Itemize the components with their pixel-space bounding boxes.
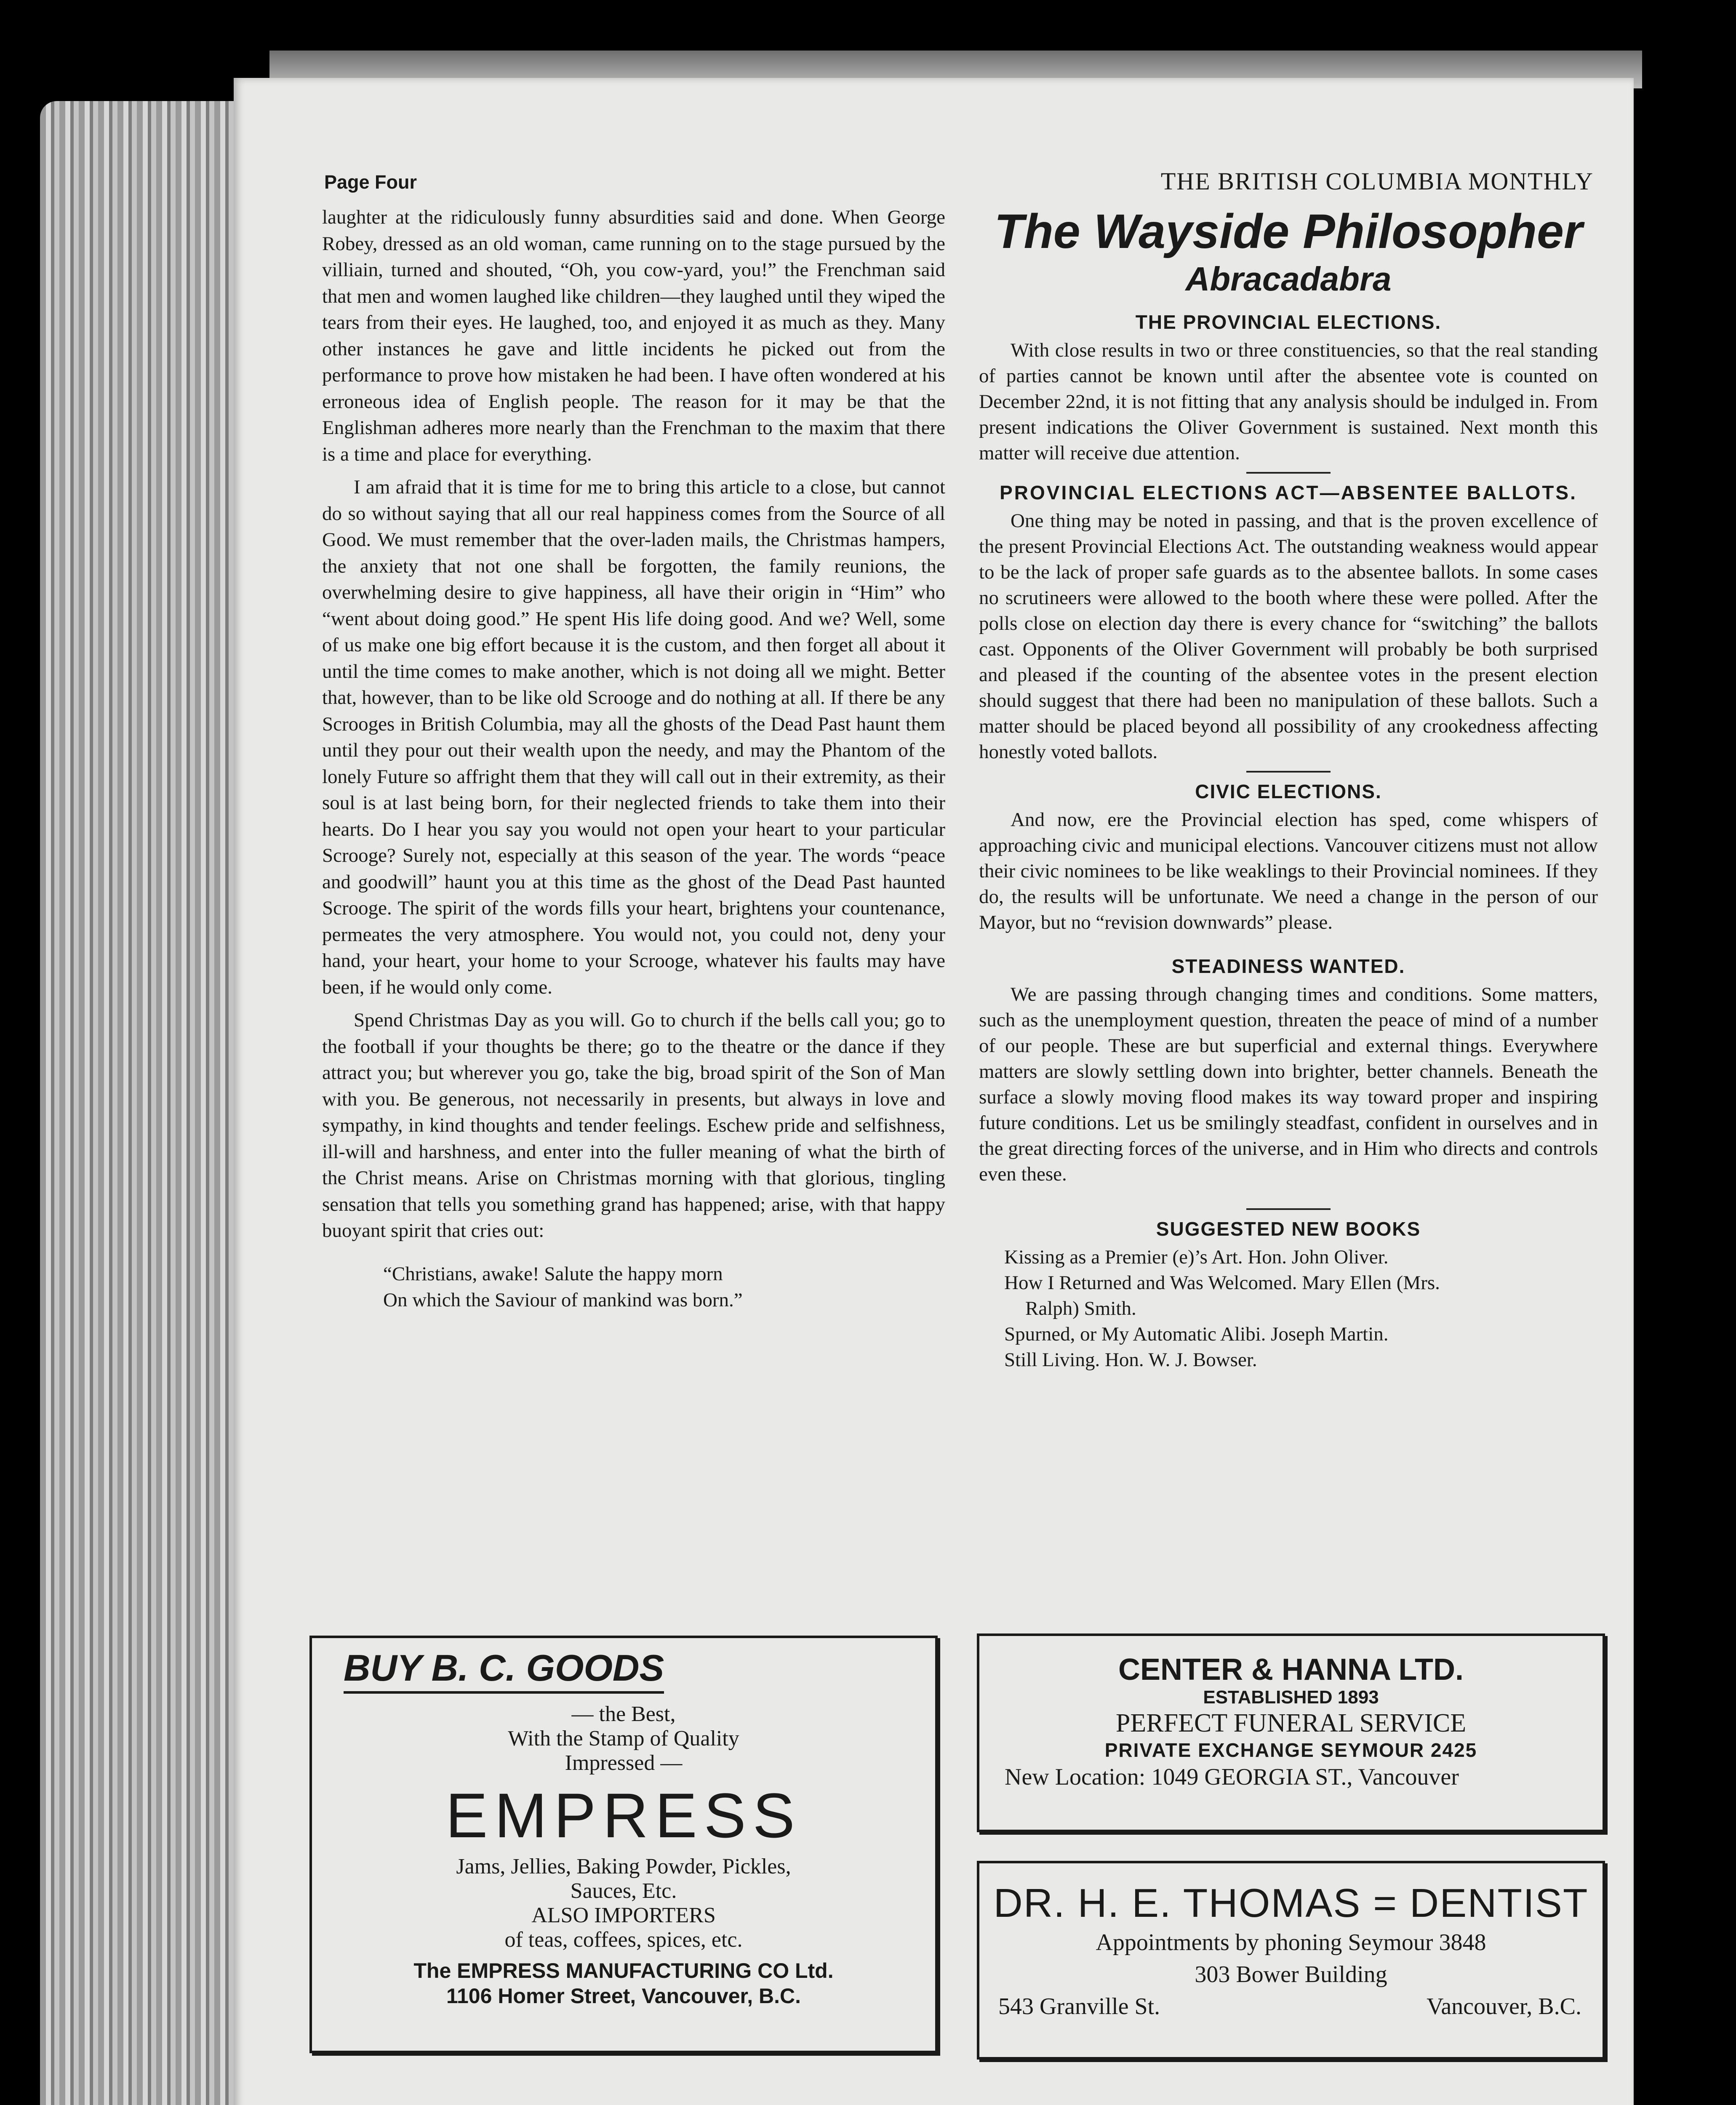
hymn-quote	[383, 1261, 945, 1314]
section-body: With close results in two or three constituencies, so that the real standing of parties cannot be known until after the absentee vote is counted on December 22nd, it is not fitting that any analysis should be indulged in. From present indications the Oliver Government is sustained. Next month this matter will receive due attention.	[979, 339, 1598, 464]
book-list	[979, 1244, 1598, 1373]
ad-location: New Location: 1049 GEORGIA ST., Vancouver	[1005, 1764, 1459, 1790]
article-paragraph: laughter at the ridiculously funny absurdities said and done. When George Robey, dressed as an old woman, came running on to the stage pursued by the villiain, turned and shouted, “Oh, you cow-yard, you!” the Frenchman said that men and women laughed like children—they laughed until they wiped the tears from their eyes. He laughed, too, and enjoyed it as much as they. Many other instances he gave and little incidents he picked out from the performance to prove how mistaken he had been. I have often wondered at his erroneous idea of English people. The reason for it may be that the Englishman adheres more nearly than the Frenchman to the maxim that there is a time and place for everything.	[322, 206, 945, 465]
ad-brand: EMPRESS	[445, 1780, 802, 1851]
ad-line: ALSO IMPORTERS	[531, 1903, 716, 1927]
page-label: Page Four	[324, 171, 417, 193]
section-body: We are passing through changing times and conditions. Some matters, such as the unemployment question, threaten the peace of mind of a number of our people. These are but superficial and external things. Everywhere matters are slowly settling down into brighter, better channels. Beneath the surface a slowly moving flood makes its way toward proper and inspiring future conditions. Let us be smilingly steadfast, confident in ourselves and in the great directing forces of the universe, and in Him who directs and controls even these.	[979, 983, 1598, 1185]
column-byline: Abracadabra	[1185, 260, 1392, 298]
section-divider	[1246, 771, 1331, 773]
article-paragraph: I am afraid that it is time for me to bring this article to a close, but cannot do so without saying that all our real happiness comes from the Source of all Good. We must remember that the over-laden mails, the Christmas hampers, the anxiety that not one shall be forgotten, the family reunions, the overwhelming desire to give happiness, all have their origin in “Him” who “went about doing good.” He spent His life doing good. And we? Well, some of us make one big effort because it is the custom, and then forget all about it until the time comes to make another, which is not doing all we might. Better that, however, than to be like old Scrooge and do nothing at all. If there be any Scrooges in British Columbia, may all the ghosts of the Dead Past haunt them until they pour out their wealth upon the needy, and may the Phantom of the lonely Future so affright them that they will call out in their extremity, as their soul is at last being born, for their neglected friends to take them into their hearts. Do I hear you say you would not open your heart to your particular Scrooge? Surely not, especially at this season of the year. The words “peace and goodwill” haunt you at this time as the ghost of the Dead Past haunted Scrooge. The spirit of the words fills your heart, brightens your countenance, permeates the very atmosphere. You would not, you could not, deny your hand, your heart, your home to your Scrooge, whatever his faults may have been, if he would only come.	[322, 476, 945, 998]
ad-line: Appointments by phoning Seymour 3848	[1096, 1929, 1486, 1956]
dentist-advertisement	[977, 1861, 1605, 2060]
book-item: Still Living. Hon. W. J. Bowser.	[1004, 1349, 1257, 1371]
ad-company: The EMPRESS MANUFACTURING CO Ltd.	[413, 1959, 834, 1982]
book-item: Kissing as a Premier (e)’s Art. Hon. John Oliver.	[1004, 1246, 1389, 1268]
ad-address-row	[979, 1990, 1603, 2022]
ad-line: Sauces, Etc.	[570, 1879, 677, 1903]
section-heading: PROVINCIAL ELECTIONS ACT—ABSENTEE BALLOTS.	[1000, 482, 1577, 504]
ad-line: Jams, Jellies, Baking Powder, Pickles,	[456, 1855, 791, 1879]
ad-body	[312, 1694, 935, 2009]
ad-line: of teas, coffees, spices, etc.	[504, 1928, 743, 1952]
empress-advertisement	[309, 1636, 938, 2053]
section-divider	[1246, 472, 1331, 474]
ad-company-name: CENTER & HANNA LTD.	[1118, 1653, 1464, 1687]
ad-established: ESTABLISHED 1893	[1203, 1687, 1379, 1708]
ad-line: Impressed —	[565, 1751, 683, 1775]
left-article-column	[322, 204, 945, 1314]
ad-dentist-name: DR. H. E. THOMAS = DENTIST	[993, 1881, 1589, 1926]
section-body: One thing may be noted in passing, and that is the proven excellence of the present Provincial Elections Act. The outstanding weakness would appear to be the lack of proper safe guards as to the absentee ballots. In some cases no scrutineers were allowed to the booth where these were polled. After the polls close on election day there is every chance for “switching” the ballots cast. Opponents of the Oliver Government will probably be both surprised and pleased if the counting of the absentee votes in the present election should suggest that there had been no manipulation of these ballots. Such a matter should be placed beyond all possibility of any crookedness affecting honestly voted ballots.	[979, 510, 1598, 763]
book-page-edges	[40, 101, 238, 2105]
book-item: Spurned, or My Automatic Alibi. Joseph Martin.	[1004, 1323, 1389, 1345]
article-paragraph: Spend Christmas Day as you will. Go to church if the bells call you; go to the football if your thoughts be there; go to the theatre or the dance if they attract you; but wherever you go, take the big, broad spirit of the Son of Man with you. Be generous, not necessarily in presents, but always in love and sympathy, in kind thoughts and tender feelings. Eschew pride and selfishness, ill-will and harshness, and enter into the fuller meaning of what the birth of the Christ means. Arise on Christmas morning with that glorious, tingling sensation that tells you something grand has happened; arise, with that happy buoyant spirit that cries out:	[322, 1009, 945, 1242]
ad-service: PERFECT FUNERAL SERVICE	[1115, 1709, 1467, 1737]
quote-line: “Christians, awake! Salute the happy morn	[383, 1263, 723, 1285]
section-heading: STEADINESS WANTED.	[1171, 955, 1405, 977]
ad-city: Vancouver, B.C.	[1427, 1993, 1581, 2020]
quote-line: On which the Saviour of mankind was born.”	[383, 1289, 743, 1311]
ad-line: With the Stamp of Quality	[508, 1727, 739, 1751]
ad-line: 303 Bower Building	[1195, 1961, 1387, 1988]
book-item: Ralph) Smith.	[1025, 1298, 1136, 1319]
wayside-philosopher-column	[979, 204, 1598, 1373]
ad-headline: BUY B. C. GOODS	[344, 1647, 664, 1694]
magazine-title: THE BRITISH COLUMBIA MONTHLY	[1160, 168, 1594, 195]
section-heading: CIVIC ELECTIONS.	[1195, 781, 1382, 802]
column-title: The Wayside Philosopher	[994, 205, 1583, 258]
book-item: How I Returned and Was Welcomed. Mary Ellen (Mrs.	[1004, 1272, 1440, 1294]
section-heading: SUGGESTED NEW BOOKS	[1156, 1218, 1421, 1240]
section-body: And now, ere the Provincial election has sped, come whispers of approaching civic and municipal elections. Vancouver citizens must not allow their civic nominees to be like weaklings to their Provincial nominees. If they do, the results will be unfortunate. We need a change in the person of our Mayor, but no “revision downwards” please.	[979, 809, 1598, 933]
ad-phone: PRIVATE EXCHANGE SEYMOUR 2425	[1104, 1739, 1477, 1761]
ad-street: 543 Granville St.	[998, 1993, 1160, 2020]
section-divider	[1246, 1208, 1331, 1210]
ad-line: — the Best,	[571, 1702, 676, 1726]
section-heading: THE PROVINCIAL ELECTIONS.	[1135, 311, 1442, 333]
center-hanna-advertisement	[977, 1633, 1605, 1832]
ad-address: 1106 Homer Street, Vancouver, B.C.	[446, 1984, 801, 2008]
